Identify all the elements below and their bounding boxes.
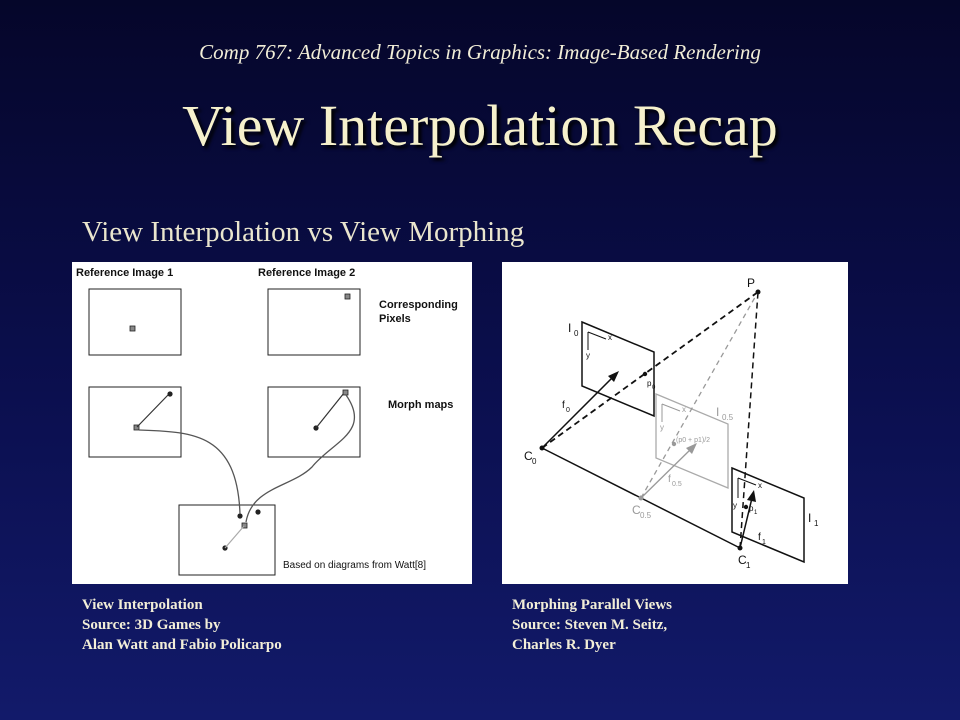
view-morphing-diagram <box>502 262 848 584</box>
morph-point-1 <box>167 391 172 396</box>
label-I05-sub: 0.5 <box>722 413 734 422</box>
I0-x-axis <box>588 332 606 339</box>
label-p1-sub: 1 <box>754 510 758 516</box>
pixels-label: Pixels <box>379 313 411 325</box>
point-p0 <box>643 372 647 376</box>
camera-C1 <box>738 546 743 551</box>
label-midpoint: (p0 + p1)/2 <box>676 437 711 444</box>
label-C0: C <box>524 449 533 463</box>
ref-frame-1 <box>89 289 181 355</box>
label-p1: p <box>749 504 754 513</box>
label-C0-sub: 0 <box>532 457 537 466</box>
axis-f0 <box>542 376 614 448</box>
caption-right <box>512 595 672 655</box>
label-I0-y: y <box>586 351 590 360</box>
caption-right-line-1: Morphing Parallel Views <box>512 597 672 613</box>
label-f1-sub: 1 <box>762 539 766 546</box>
slide-subtitle: View Interpolation vs View Morphing <box>82 216 525 248</box>
map-curve-1 <box>139 430 240 514</box>
label-C05: C <box>632 503 641 517</box>
ray-C0-P <box>542 292 758 448</box>
image-plane-I0 <box>582 322 654 416</box>
morph-vector-1 <box>137 395 168 427</box>
camera-C05 <box>639 496 644 501</box>
label-I05-x: x <box>682 405 686 414</box>
label-p0-sub: 0 <box>652 385 656 391</box>
caption-left <box>82 595 282 655</box>
caption-right-line-2: Source: Steven M. Seitz, <box>512 617 668 633</box>
map-curve-2 <box>246 395 355 522</box>
label-I05-y: y <box>660 423 664 432</box>
caption-left-line-3: Alan Watt and Fabio Policarpo <box>82 637 282 653</box>
pixel-marker-2 <box>345 294 350 299</box>
morph-pixel-2 <box>343 390 348 395</box>
label-I05: I <box>716 405 720 419</box>
label-I0-x: x <box>608 333 612 342</box>
ref-image-1-label: Reference Image 1 <box>76 267 174 279</box>
morph-vector-2 <box>316 393 344 428</box>
interp-point-b <box>237 513 242 518</box>
morph-maps-label: Morph maps <box>388 399 454 411</box>
point-p1 <box>744 505 748 509</box>
I05-x-axis <box>662 404 680 411</box>
morph-frame-2 <box>268 387 360 457</box>
label-I1-x: x <box>758 481 762 490</box>
label-C1-sub: 1 <box>746 561 751 570</box>
label-I1-sub: 1 <box>814 519 819 528</box>
view-morphing-figure <box>502 262 848 584</box>
slide-title: View Interpolation Recap <box>182 93 778 158</box>
view-interpolation-figure <box>72 262 472 584</box>
label-I0-sub: 0 <box>574 329 579 338</box>
label-f0: f <box>562 400 565 411</box>
interpolated-frame <box>179 505 275 575</box>
ref-image-2-label: Reference Image 2 <box>258 267 356 279</box>
course-header: Comp 767: Advanced Topics in Graphics: Image-Based Rendering <box>199 40 761 64</box>
corresponding-label: Corresponding <box>379 299 458 311</box>
caption-left-line-1: View Interpolation <box>82 597 203 613</box>
label-f1: f <box>758 532 761 543</box>
caption-left-line-2: Source: 3D Games by <box>82 617 221 633</box>
I1-x-axis <box>738 478 756 485</box>
point-P <box>756 290 761 295</box>
arrow-f1 <box>747 490 756 502</box>
interp-vector <box>225 526 244 548</box>
label-C1: C <box>738 553 747 567</box>
label-C05-sub: 0.5 <box>640 511 652 520</box>
label-I1: I <box>808 511 812 525</box>
interp-point-a <box>255 509 260 514</box>
label-f0-sub: 0 <box>566 407 570 414</box>
caption-right-line-3: Charles R. Dyer <box>512 637 616 653</box>
label-p0: p <box>647 379 652 388</box>
morph-frame-1 <box>89 387 181 457</box>
pixel-marker-1 <box>130 326 135 331</box>
camera-C0 <box>540 446 545 451</box>
view-interpolation-diagram <box>72 262 472 584</box>
label-P: P <box>747 276 756 290</box>
label-I1-y: y <box>733 501 737 510</box>
axis-f05 <box>641 448 692 498</box>
credit-label: Based on diagrams from Watt[8] <box>283 560 427 571</box>
label-f05: f <box>668 474 671 485</box>
label-f05-sub: 0.5 <box>672 481 682 488</box>
label-I0: I <box>568 321 572 335</box>
